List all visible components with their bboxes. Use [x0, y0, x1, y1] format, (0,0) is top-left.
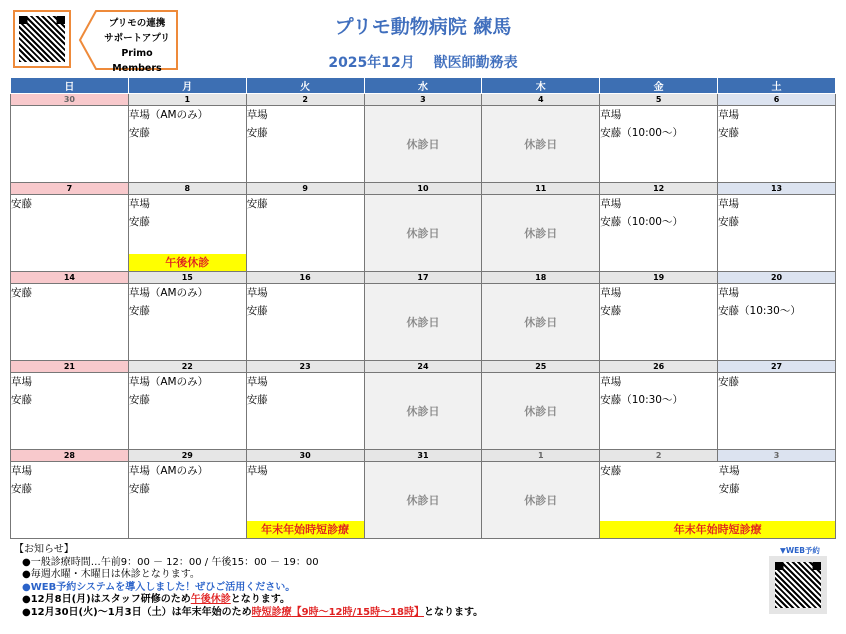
date-row — [11, 450, 836, 462]
doctor-entry: 草場 — [600, 376, 622, 388]
date-row — [11, 94, 836, 106]
day-cell — [246, 195, 364, 272]
doctor-entry: 安藤 — [718, 127, 740, 139]
weekday-header: 日 — [11, 78, 129, 94]
day-cell — [600, 106, 718, 183]
date-number: 21 — [11, 361, 129, 373]
date-number: 28 — [11, 450, 129, 462]
closed-label: 休診日 — [524, 405, 558, 418]
day-cell — [600, 373, 718, 450]
day-cell — [718, 195, 836, 272]
weekday-header: 月 — [128, 78, 246, 94]
closed-label: 休診日 — [524, 227, 558, 240]
doctor-entry: 草場 — [11, 376, 32, 388]
day-cell — [128, 195, 246, 272]
web-booking-label: ▼WEB予約 — [780, 546, 820, 555]
date-number: 18 — [482, 272, 600, 284]
date-number: 15 — [128, 272, 246, 284]
closed-label: 休診日 — [406, 405, 440, 418]
day-cell — [600, 195, 718, 272]
doctor-entry: 草場 — [718, 109, 740, 121]
weekday-header: 水 — [364, 78, 482, 94]
notice-banner: 年末年始時短診療 — [247, 521, 364, 538]
notice-dec8-a: ●12月8日(月)はスタッフ研修のため — [22, 594, 191, 605]
doctor-entry: 安藤 — [600, 465, 622, 477]
closed-day-cell — [364, 284, 482, 361]
closed-day-cell — [482, 284, 600, 361]
doctor-entry: 安藤 — [128, 483, 150, 495]
doctor-entry: 草場（AMのみ） — [128, 376, 209, 388]
doctor-entry: 安藤 — [128, 394, 150, 406]
date-number: 13 — [718, 183, 836, 195]
notice-closed-days: ●毎週水曜・木曜日は休診となります。 — [22, 569, 200, 580]
day-cell — [128, 373, 246, 450]
doctor-entry: 安藤 — [246, 127, 268, 139]
date-number: 2 — [246, 94, 364, 106]
doctor-entry: 安藤 — [128, 216, 150, 228]
doctor-entry: 安藤 — [128, 127, 150, 139]
closed-label: 休診日 — [524, 138, 558, 151]
notice-dec8-b: 午後休診 — [190, 594, 231, 605]
doctor-entry: 安藤 — [600, 305, 622, 317]
date-number: 19 — [600, 272, 718, 284]
schedule-row — [11, 462, 836, 539]
doctor-entry: 草場 — [246, 109, 268, 121]
day-cell — [11, 106, 129, 183]
doctor-entry: 草場 — [718, 287, 740, 299]
day-cell — [128, 462, 246, 539]
doctor-entry: 草場 — [246, 376, 268, 388]
notice-newyear — [14, 607, 483, 620]
date-row — [11, 272, 836, 284]
schedule-subtitle: 2025年12月 獣医師勤務表 — [328, 55, 518, 71]
day-cell — [11, 284, 129, 361]
notice-newyear-a: ●12月30日(火)～1月3日（土）は年末年始のため — [22, 606, 252, 618]
doctor-entry: 安藤（10:00～） — [600, 127, 683, 139]
calendar-table — [10, 77, 836, 539]
date-number: 25 — [482, 361, 600, 373]
date-number: 14 — [11, 272, 129, 284]
badge-line-2: サポートアプリ — [104, 33, 170, 44]
clinic-title: プリモ動物病院 練馬 — [334, 16, 512, 38]
date-number: 16 — [246, 272, 364, 284]
closed-label: 休診日 — [406, 138, 440, 151]
doctor-entry: 安藤 — [11, 198, 32, 210]
day-cell — [246, 106, 364, 183]
date-number: 17 — [364, 272, 482, 284]
date-number: 5 — [600, 94, 718, 106]
day-cell — [128, 106, 246, 183]
day-cell — [246, 284, 364, 361]
date-number: 1 — [482, 450, 600, 462]
doctor-entry: 草場 — [600, 109, 622, 121]
notice-heading: 【お知らせ】 — [14, 544, 74, 555]
day-cell — [246, 373, 364, 450]
closed-day-cell — [364, 462, 482, 539]
closed-day-cell — [482, 462, 600, 539]
doctor-entry: 草場 — [600, 198, 622, 210]
doctor-entry: 安藤 — [11, 394, 32, 406]
notice-banner: 年末年始時短診療 — [600, 521, 835, 538]
badge-line-1: プリモの連携 — [108, 18, 166, 29]
notice-banner: 午後休診 — [129, 254, 246, 271]
date-number: 30 — [11, 94, 129, 106]
closed-label: 休診日 — [406, 227, 440, 240]
date-number: 30 — [246, 450, 364, 462]
date-number: 8 — [128, 183, 246, 195]
doctor-entry: 安藤 — [246, 305, 268, 317]
day-cell — [246, 462, 364, 539]
date-number: 31 — [364, 450, 482, 462]
closed-label: 休診日 — [524, 316, 558, 329]
day-cell — [600, 284, 718, 361]
date-number: 22 — [128, 361, 246, 373]
date-number: 3 — [364, 94, 482, 106]
date-number: 11 — [482, 183, 600, 195]
date-number: 9 — [246, 183, 364, 195]
qr-code-web-booking[interactable] — [769, 556, 827, 614]
doctor-entry: 安藤 — [128, 305, 150, 317]
day-cell — [718, 106, 836, 183]
weekday-header: 木 — [482, 78, 600, 94]
notice-section — [14, 544, 483, 619]
date-number: 10 — [364, 183, 482, 195]
closed-label: 休診日 — [406, 316, 440, 329]
date-row — [11, 361, 836, 373]
doctor-entry: 安藤（10:30～） — [718, 305, 801, 317]
notice-hours: ●一般診療時間…午前9：00 － 12：00 / 午後15：00 － 19：00 — [22, 556, 319, 568]
day-cell — [128, 284, 246, 361]
notice-newyear-b: 時短診療 — [251, 606, 292, 618]
date-number: 29 — [128, 450, 246, 462]
doctor-entry: 草場（AMのみ） — [128, 287, 209, 299]
closed-label: 休診日 — [524, 494, 558, 507]
schedule-row — [11, 195, 836, 272]
closed-label: 休診日 — [406, 494, 440, 507]
doctor-entry: 安藤 — [718, 216, 740, 228]
doctor-entry: 安藤 — [11, 483, 32, 495]
date-number: 1 — [128, 94, 246, 106]
notice-dec8 — [14, 594, 483, 607]
weekday-header: 火 — [246, 78, 364, 94]
date-number: 6 — [718, 94, 836, 106]
date-number: 4 — [482, 94, 600, 106]
weekday-header: 金 — [600, 78, 718, 94]
doctor-entry: 草場（AMのみ） — [128, 465, 209, 477]
date-number: 23 — [246, 361, 364, 373]
closed-day-cell — [364, 373, 482, 450]
doctor-entry: 安藤 — [246, 394, 268, 406]
weekday-header-row — [11, 78, 836, 94]
closed-day-cell — [364, 195, 482, 272]
doctor-entry: 安藤（10:00～） — [600, 216, 683, 228]
day-cell — [600, 462, 836, 539]
doctor-entry: 安藤（10:30～） — [600, 394, 683, 406]
date-row — [11, 183, 836, 195]
date-number: 3 — [718, 450, 836, 462]
weekday-header: 土 — [718, 78, 836, 94]
day-cell — [11, 373, 129, 450]
date-number: 24 — [364, 361, 482, 373]
doctor-entry: 安藤 — [718, 483, 740, 495]
date-number: 7 — [11, 183, 129, 195]
doctor-entry: 草場 — [718, 198, 740, 210]
doctor-entry: 草場 — [128, 198, 150, 210]
day-cell — [718, 373, 836, 450]
notice-web-booking: ●WEB予約システムを導入しました！ぜひご活用ください。 — [22, 581, 296, 593]
doctor-entry: 草場（AMのみ） — [128, 109, 209, 121]
schedule-row — [11, 106, 836, 183]
schedule-row — [11, 284, 836, 361]
doctor-entry: 草場 — [246, 465, 268, 477]
badge-line-3: Primo Members — [112, 48, 162, 74]
date-number: 26 — [600, 361, 718, 373]
date-number: 2 — [600, 450, 718, 462]
notice-newyear-d: となります。 — [423, 606, 484, 618]
day-cell — [11, 195, 129, 272]
doctor-entry: 草場 — [600, 287, 622, 299]
doctor-entry: 安藤 — [718, 376, 740, 388]
day-cell — [11, 462, 129, 539]
doctor-entry: 草場 — [11, 465, 32, 477]
closed-day-cell — [482, 373, 600, 450]
closed-day-cell — [482, 106, 600, 183]
notice-dec8-c: となります。 — [230, 594, 290, 605]
closed-day-cell — [482, 195, 600, 272]
doctor-entry: 草場 — [718, 465, 740, 477]
doctor-entry: 安藤 — [11, 287, 32, 299]
closed-day-cell — [364, 106, 482, 183]
date-number: 27 — [718, 361, 836, 373]
notice-newyear-c: 【9時～12時/15時～18時】 — [291, 606, 424, 618]
date-number: 12 — [600, 183, 718, 195]
doctor-entry: 安藤 — [246, 198, 268, 210]
qr-pattern — [775, 562, 821, 608]
schedule-row — [11, 373, 836, 450]
doctor-entry: 草場 — [246, 287, 268, 299]
day-cell — [718, 284, 836, 361]
date-number: 20 — [718, 272, 836, 284]
